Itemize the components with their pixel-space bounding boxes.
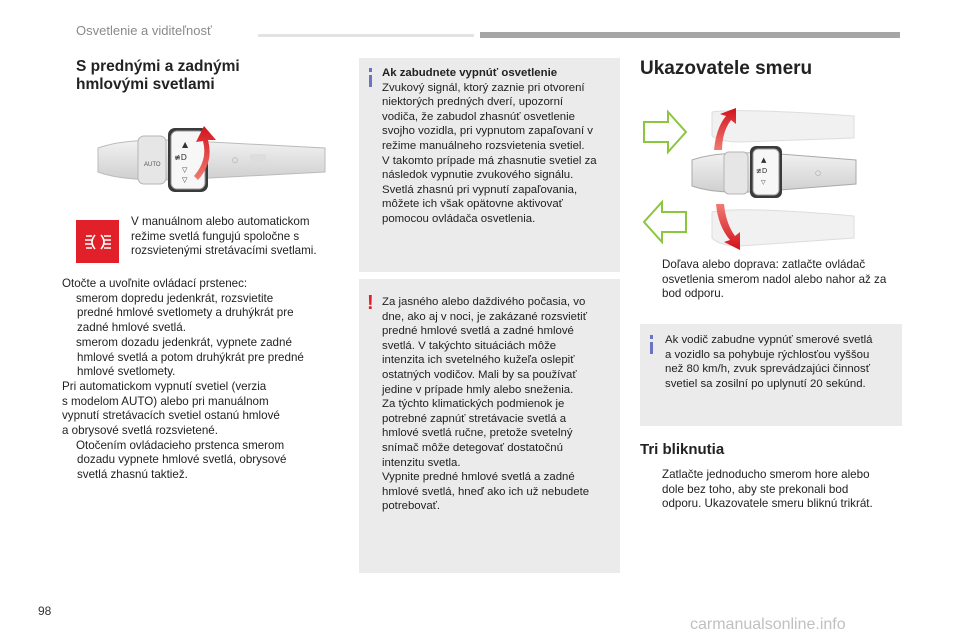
page-number: 98 [38,604,52,618]
svg-text:○: ○ [815,169,822,177]
three-flashes-heading: Tri bliknutia [640,441,725,458]
svg-text:▲: ▲ [182,140,189,149]
fog-stalk-illustration [90,118,330,200]
svg-text:▽: ▽ [182,176,188,184]
svg-text:▽: ▽ [761,179,766,186]
watermark: carmanualsonline.info [690,616,846,633]
info-icon [369,75,372,87]
three-flashes-bullet: Zatlačte jednoducho smerom hore alebo dole bez toho, aby ste prekonali bod odporu. Ukazovatele smeru bliknú trikrát. [662,468,873,511]
fog-warning-note: Za jasného alebo daždivého počasia, vo dne, ako aj v noci, je zakázané rozsvietiť predné hmlové svetlá a zadné hmlové svetlá. V takýchto situáciách môže intenzita ich svetelného kužeľa oslepiť ostatných vodičov. Mali by sa používať jedine v prípade hmly alebo sneženia. Za týchto klimatických podmienok je potrebné zapnúť stretávacie svetlá a hmlové svetlá ručne, pretože svetelný snímač môže detegovať dostatočnú intenzitu svetla. Vypnite predné hmlové svetlá a zadné hmlové svetlá, hneď ako ich už nebudete potrebovať. [382,296,590,513]
turn-signals-heading: Ukazovatele smeru [640,58,813,79]
fog-light-indicator-icon [76,220,119,263]
lights-reminder-note: Ak zabudnete vypnúť osvetlenie Zvukový signál, ktorý zaznie pri otvorení niektorých predných dverí, upozorní vodiča, že zabudol zhasnúť osvetlenie svojho vozidla, pri vypnutom zapaľovaní v režime manuálneho rozsvietenia svetiel. V takomto prípade má zhasnutie svetiel za následok vypnutie zvukového signálu. Svetlá zhasnú pri vypnutí zapaľovania, môžete ich však opätovne aktivovať pomocou ovládača osvetlenia. [382,67,597,225]
signal-reminder-note: Ak vodič zabudne vypnúť smerové svetlá a vozidlo sa pohybuje rýchlosťou vyššou než 80 km/h, zvuk sprevádzajúci činnosť svetiel sa zosilní po uplynutí 20 sekúnd. [665,334,873,390]
right-arrow-icon [644,112,686,152]
left-arrow-icon [644,202,686,242]
fog-lights-heading: S prednými a zadnými hmlovými svetlami [76,58,240,93]
header-rule-light [258,34,474,37]
auto-label: AUTO [144,162,161,168]
svg-text:▽: ▽ [182,166,188,174]
svg-text:≢D: ≢D [174,153,187,162]
section-header: Osvetlenie a viditeľnosť [76,23,212,38]
turn-signal-illustration [640,108,860,258]
svg-text:≢D: ≢D [756,167,768,175]
header-rule-dark [480,32,900,38]
fog-icon-caption: V manuálnom alebo automatickom režime svetlá fungujú spoločne s rozsvietenými stretávacími svetlami. [131,215,317,258]
turn-signal-bullet: Doľava alebo doprava: zatlačte ovládač osvetlenia smerom nadol alebo nahor až za bod odporu. [662,258,887,301]
warning-icon: ! [367,292,374,314]
info-icon-signals [650,342,653,354]
svg-text:○: ○ [232,156,239,164]
fog-instructions: Otočte a uvoľnite ovládací prstenec: smerom dopredu jedenkrát, rozsvietite predné hmlové svetlomety a druhýkrát pre zadné hmlové svetlá. smerom dozadu jedenkrát, vypnete zadné hmlové svetlá a potom druhýkrát pre predné hmlové svetlomety. Pri automatickom vypnutí svetiel (verzia s modelom AUTO) alebo pri manuálnom vypnutí stretávacích svetiel ostanú hmlové a obrysové svetlá rozsvietené. Otočením ovládacieho prstenca smerom dozadu vypnete hmlové svetlá, obrysové svetlá zhasnú taktiež. [62,277,304,482]
svg-text:▲: ▲ [761,156,767,164]
